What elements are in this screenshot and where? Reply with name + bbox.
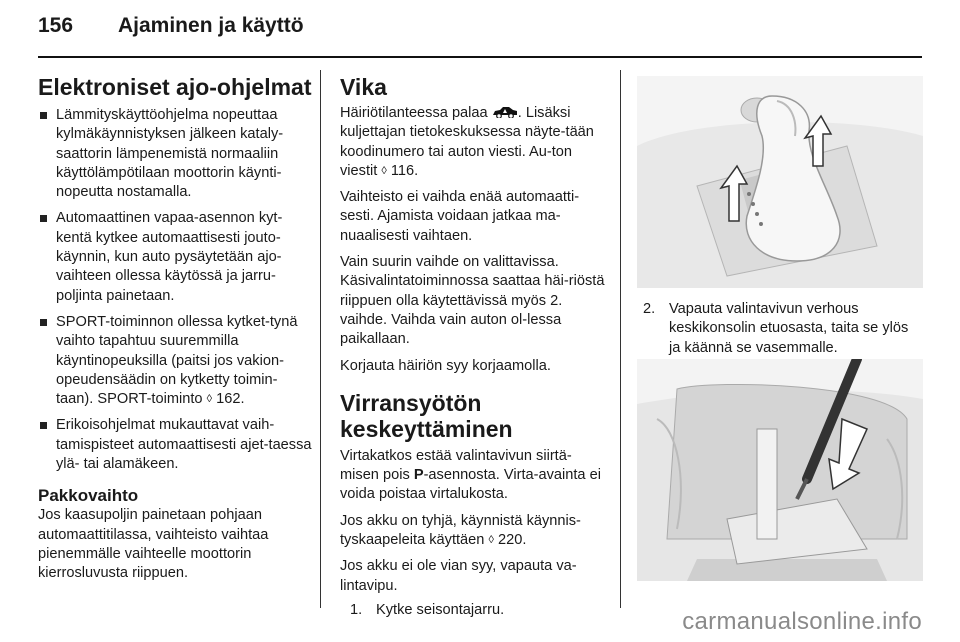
paragraph: Jos akku ei ole vian syy, vapauta va-lintavipu. xyxy=(340,558,577,594)
page-ref-link[interactable]: 162. xyxy=(216,391,245,408)
bullet-icon xyxy=(40,112,47,119)
section-heading: Virransyötön keskeyttäminen xyxy=(340,389,513,442)
page-ref-icon: ◊ xyxy=(381,164,387,177)
column-3 xyxy=(643,300,915,358)
page-ref-link[interactable]: 220. xyxy=(497,532,527,549)
list-item: SPORT-toiminnon ollessa kytket-tynä vaihto tapahtuu suuremmilla käyntinopeuksilla (paitsi jos vakion-opeudensäädin on kytketty toimin-taan). SPORT-toiminto ◊ 162. xyxy=(38,313,313,409)
lever-cover-removal-illustration xyxy=(637,359,923,581)
watermark: carmanualsonline.info xyxy=(682,608,922,635)
page-title: Ajaminen ja käyttö xyxy=(118,14,304,37)
subheading: Pakkovaihto xyxy=(38,486,139,506)
section-heading: Vika xyxy=(340,74,387,100)
bullet-list xyxy=(38,106,313,474)
page-ref-icon: ◊ xyxy=(206,393,213,406)
numbered-step: 2. Vapauta valintavivun verhous keskikonsolin etuosasta, taita se ylös ja käännä se vasemmalle. xyxy=(643,301,909,356)
paragraph: Vain suurin vaihde on valittavissa. Käsivalintatoiminnossa saattaa häi-riöstä riippuen olla käytettävissä myös 2. vaihde. Vaihda vain auton ol-lessa paikallaan. xyxy=(340,254,605,348)
list-item: Automaattinen vapaa-asennon kyt-kentä kytkee automaattisesti jouto-käynnin, kun auto pysäytetään ajo-vaihteen ollessa käytössä ja jarru-poljinta painetaan. xyxy=(38,209,313,305)
bullet-icon xyxy=(40,319,47,326)
paragraph: Häiriötilanteessa palaa . Lisäksi kuljettajan tietokeskuksessa näyte-tään koodinumero tai auton viesti. Au-ton viestit ◊ 116. xyxy=(340,105,594,179)
paragraph: Virtakatkos estää valintavivun siirtä-misen pois P-asennosta. Virta-avainta ei voida poistaa virtalukosta. xyxy=(340,447,601,503)
gear-selector-illustration xyxy=(637,76,923,288)
bullet-icon xyxy=(40,422,47,429)
section-heading: Elektroniset ajo-ohjelmat xyxy=(38,74,312,100)
paragraph: Korjauta häiriön syy korjaamolla. xyxy=(340,357,551,374)
page-ref-icon: ◊ xyxy=(488,534,494,547)
paragraph: Vaihteisto ei vaihda enää automaatti-sesti. Ajamista voidaan jatkaa ma-nuaalisesti vaihtaen. xyxy=(340,189,580,244)
bullet-icon xyxy=(40,215,47,222)
column-1 xyxy=(38,74,313,584)
car-warning-icon xyxy=(492,106,518,118)
paragraph: Jos kaasupoljin painetaan pohjaan automaattitilassa, vaihteisto vaihtaa pienemmälle vaihteelle moottorin kierrosluvusta riippuen. xyxy=(38,507,269,582)
list-item: Lämmityskäyttöohjelma nopeuttaa kylmäkäynnistyksen jälkeen kataly-saattorin lämpenemistä normaaliin käyttölämpötilaan moottorin käynti-nopeutta nostamalla. xyxy=(38,106,313,202)
header-rule xyxy=(38,56,922,58)
column-divider xyxy=(320,70,321,608)
numbered-step: 1. Kytke seisontajarru. xyxy=(350,601,505,618)
paragraph: Jos akku on tyhjä, käynnistä käynnis-tyskaapeleita käyttäen ◊ 220. xyxy=(340,512,581,549)
page-number: 156 xyxy=(38,14,74,37)
page-ref-link[interactable]: 116. xyxy=(390,162,419,179)
list-item: Erikoisohjelmat mukauttavat vaih-tamispisteet automaattisesti ajet-taessa ylä- tai alamäkeen. xyxy=(38,416,313,474)
column-divider xyxy=(620,70,621,608)
column-2 xyxy=(340,74,606,620)
